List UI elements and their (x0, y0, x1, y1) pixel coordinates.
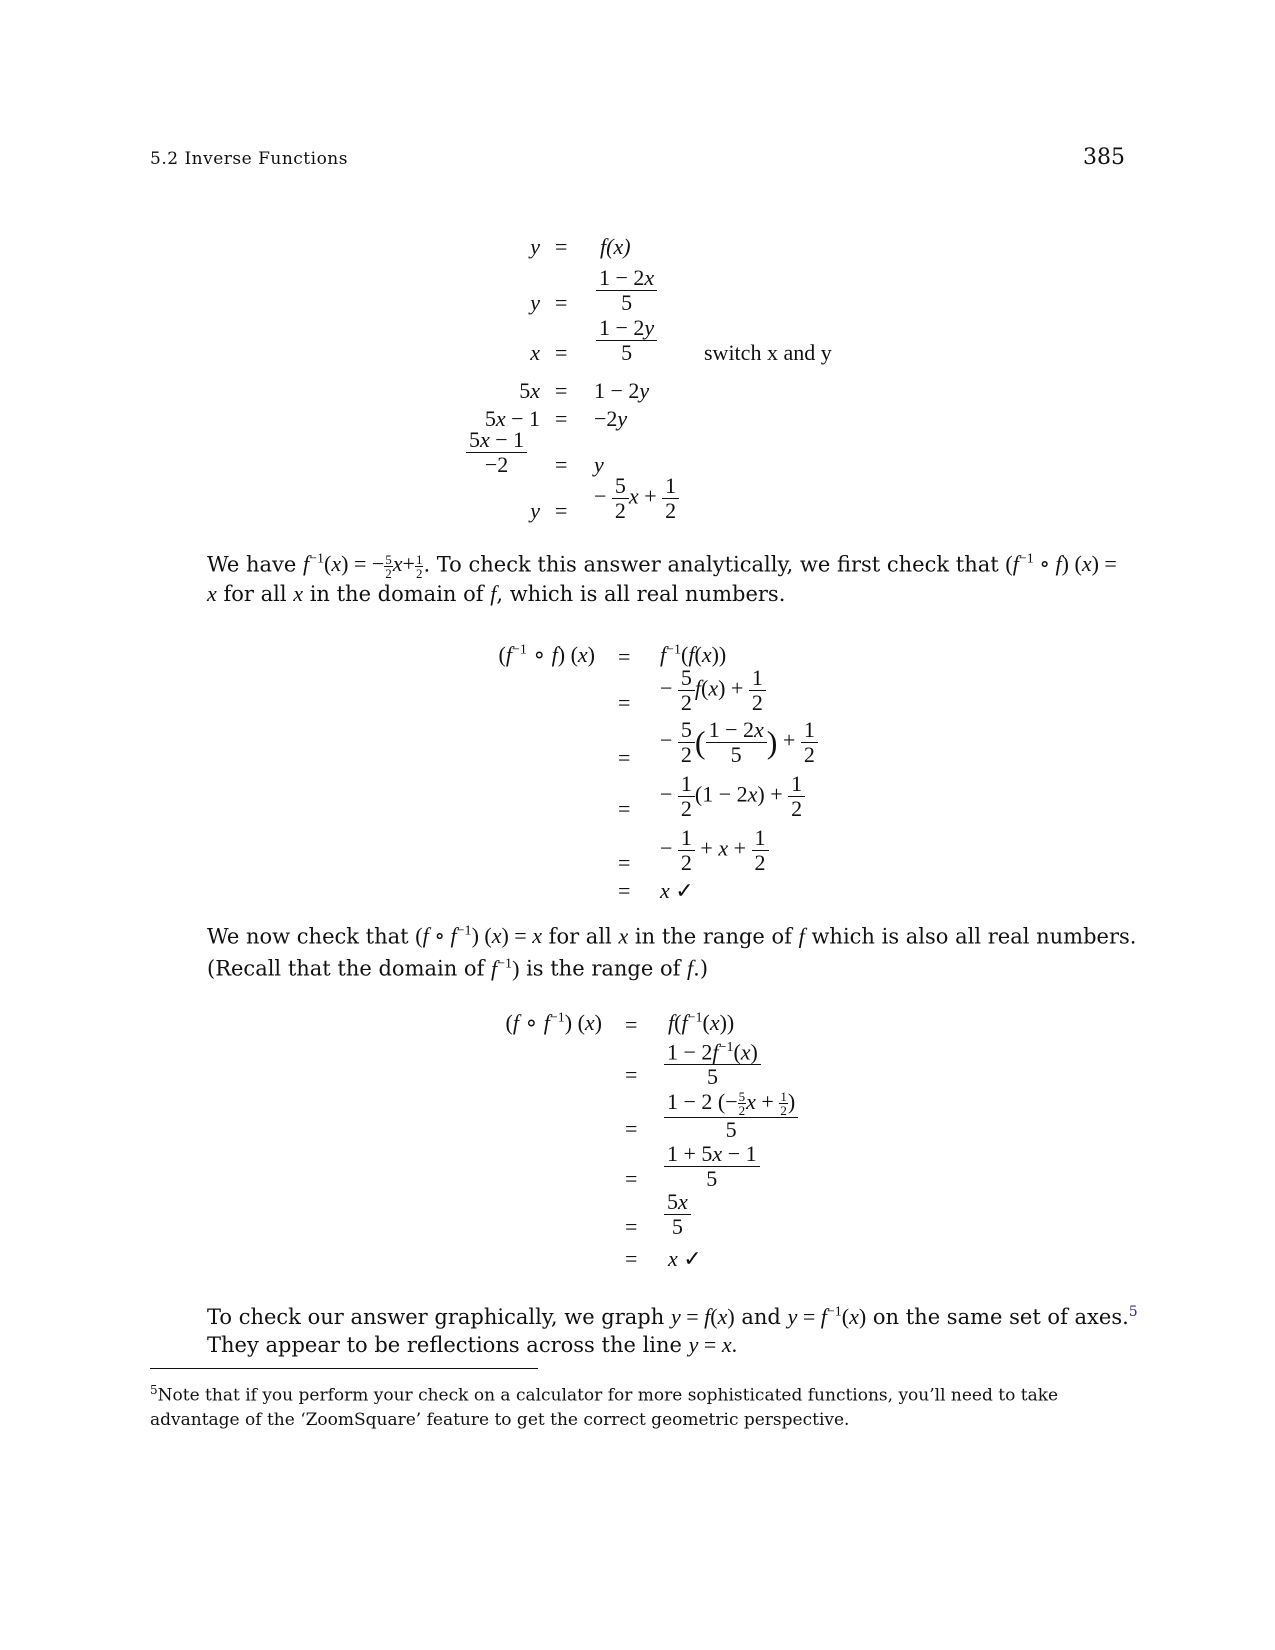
eq-sign: = (625, 1116, 638, 1141)
text: We have (207, 552, 297, 577)
eq-sign: = (625, 1166, 638, 1191)
footnote-number: 5 (150, 1383, 158, 1397)
text: is the range of (526, 956, 681, 981)
eq-lhs: y (530, 498, 540, 523)
section-title: 5.2 Inverse Functions (150, 149, 348, 169)
eq-lhs: x (530, 340, 540, 365)
eq-rhs: $f(f^{-1}(x))$ (668, 1010, 735, 1035)
eq-sign: = (555, 234, 568, 259)
eq-rhs: $\frac{1 - 2y}{5}$ (596, 316, 657, 365)
eq-lhs: 5x (519, 378, 540, 403)
text: for all (223, 581, 287, 606)
eq-sign: = (555, 498, 568, 523)
footnote-reference-link[interactable]: 5 (1128, 1304, 1138, 1320)
checkmark: ✓ (675, 878, 694, 903)
eq-sign: = (555, 340, 568, 365)
eq-rhs: $f^{-1}(f(x))$ (660, 642, 727, 667)
text: in the range of (634, 924, 792, 949)
eq-rhs: $\frac{1 - 2x}{5}$ (596, 266, 657, 315)
eq-rhs: −2y (594, 406, 628, 431)
text: .) (693, 956, 709, 981)
paragraph-graphical-check: To check our answer graphically, we graph y = f(x) and $y = f^{-1}(x)$ on the same set of axes.$^5$ They appear to be reflections across the line y = x. (207, 1304, 1138, 1357)
eq-rhs: 1 − 2y (594, 378, 650, 403)
text: in the domain of (309, 581, 484, 606)
eq-lhs: ($f^{-1}$ ∘ f) (x) (498, 642, 595, 667)
footnote-divider (150, 1368, 538, 1369)
eq-sign: = (625, 1214, 638, 1239)
eq-sign: = (625, 1062, 638, 1087)
eq-rhs: − $\frac{5}{2}$ x + $\frac{1}{2}$ (594, 474, 679, 523)
eq-rhs: − $\frac{1}{2}$ + x + $\frac{1}{2}$ (660, 826, 769, 875)
footnote-text: Note that if you perform your check on a calculator for more sophisticated functions, you’ll need to take advantage of the ‘ZoomSquare’ feature to get the correct geometric perspective. (150, 1385, 1059, 1430)
eq-sign: = (555, 406, 568, 431)
step-note-text: switch x and y (704, 340, 832, 365)
eq-rhs: x ✓ (660, 878, 694, 903)
eq-lhs: y (530, 234, 540, 259)
eq-sign: = (555, 452, 568, 477)
eq-lhs: 5x − 1 (484, 406, 540, 431)
eq-rhs: $\frac{1 - 2f^{-1}(x)}{5}$ (664, 1036, 761, 1089)
eq-sign: = (618, 644, 631, 669)
text: which is also all real numbers. (811, 924, 1137, 949)
eq-sign: = (625, 1012, 638, 1037)
eq-rhs: − $\frac{5}{2}$ f(x) + $\frac{1}{2}$ (660, 666, 766, 715)
paragraph-analytic-check: We have $f^{-1}(x)$ = − $\frac{5}{2}$ x+ $\frac{1}{2}$ . To check this answer analytically, we first check that ($f^{-1}$ ∘ f) (x) = x for all x in the domain of f, which is all real numbers. (207, 551, 1117, 606)
checkmark: ✓ (683, 1246, 702, 1271)
paragraph-range-check: We now check that (f ∘ $f^{-1}$) (x) = x for all x in the range of f which is also all real numbers. (Recall that the domain of $f^{-1}$) is the range of f.) (207, 923, 1137, 981)
text: and (741, 1305, 781, 1329)
eq-rhs: f(x) (600, 234, 631, 259)
text: We now check that (207, 924, 409, 949)
eq-sign: = (618, 690, 631, 715)
eq-sign: = (555, 290, 568, 315)
step-note (704, 340, 832, 366)
eq-sign: = (618, 796, 631, 821)
eq-sign: = (555, 378, 568, 403)
text: (Recall that the domain of (207, 956, 485, 981)
eq-rhs: − $\frac{1}{2}$ (1 − 2x) + $\frac{1}{2}$ (660, 772, 805, 821)
running-header-section (150, 145, 348, 170)
eq-rhs: y (594, 452, 604, 477)
footnote (150, 1378, 1130, 1432)
text: on the same set of axes. (872, 1305, 1129, 1329)
eq-lhs: y (530, 290, 540, 315)
eq-rhs: x ✓ (668, 1246, 702, 1271)
text: To check our answer graphically, we graph (207, 1305, 665, 1329)
eq-sign: = (625, 1246, 638, 1271)
text: for all (548, 924, 612, 949)
text: They appear to be reflections across the line (207, 1333, 682, 1357)
text: . To check this answer analytically, we first check that (423, 552, 999, 577)
eq-lhs: $\frac{5x - 1}{-2}$ (466, 428, 527, 477)
eq-sign: = (618, 745, 631, 770)
eq-rhs: − $\frac{5}{2}$ ( $\frac{1 - 2x}{5}$ ) + $\frac{1}{2}$ (660, 718, 818, 767)
eq-sign: = (618, 878, 631, 903)
page-number: 385 (1083, 145, 1125, 170)
eq-rhs: 1 − 2 (− $\frac{5}{2}$ x + $\frac{1}{2}$ ) 5 (664, 1090, 798, 1142)
eq-sign: = (618, 850, 631, 875)
eq-lhs: (f ∘ $f^{-1}$) (x) (505, 1010, 602, 1035)
eq-rhs: $\frac{5x}{5}$ (664, 1190, 691, 1239)
eq-rhs: $\frac{1 + 5x - 1}{5}$ (664, 1142, 760, 1191)
text: , which is all real numbers. (496, 581, 786, 606)
